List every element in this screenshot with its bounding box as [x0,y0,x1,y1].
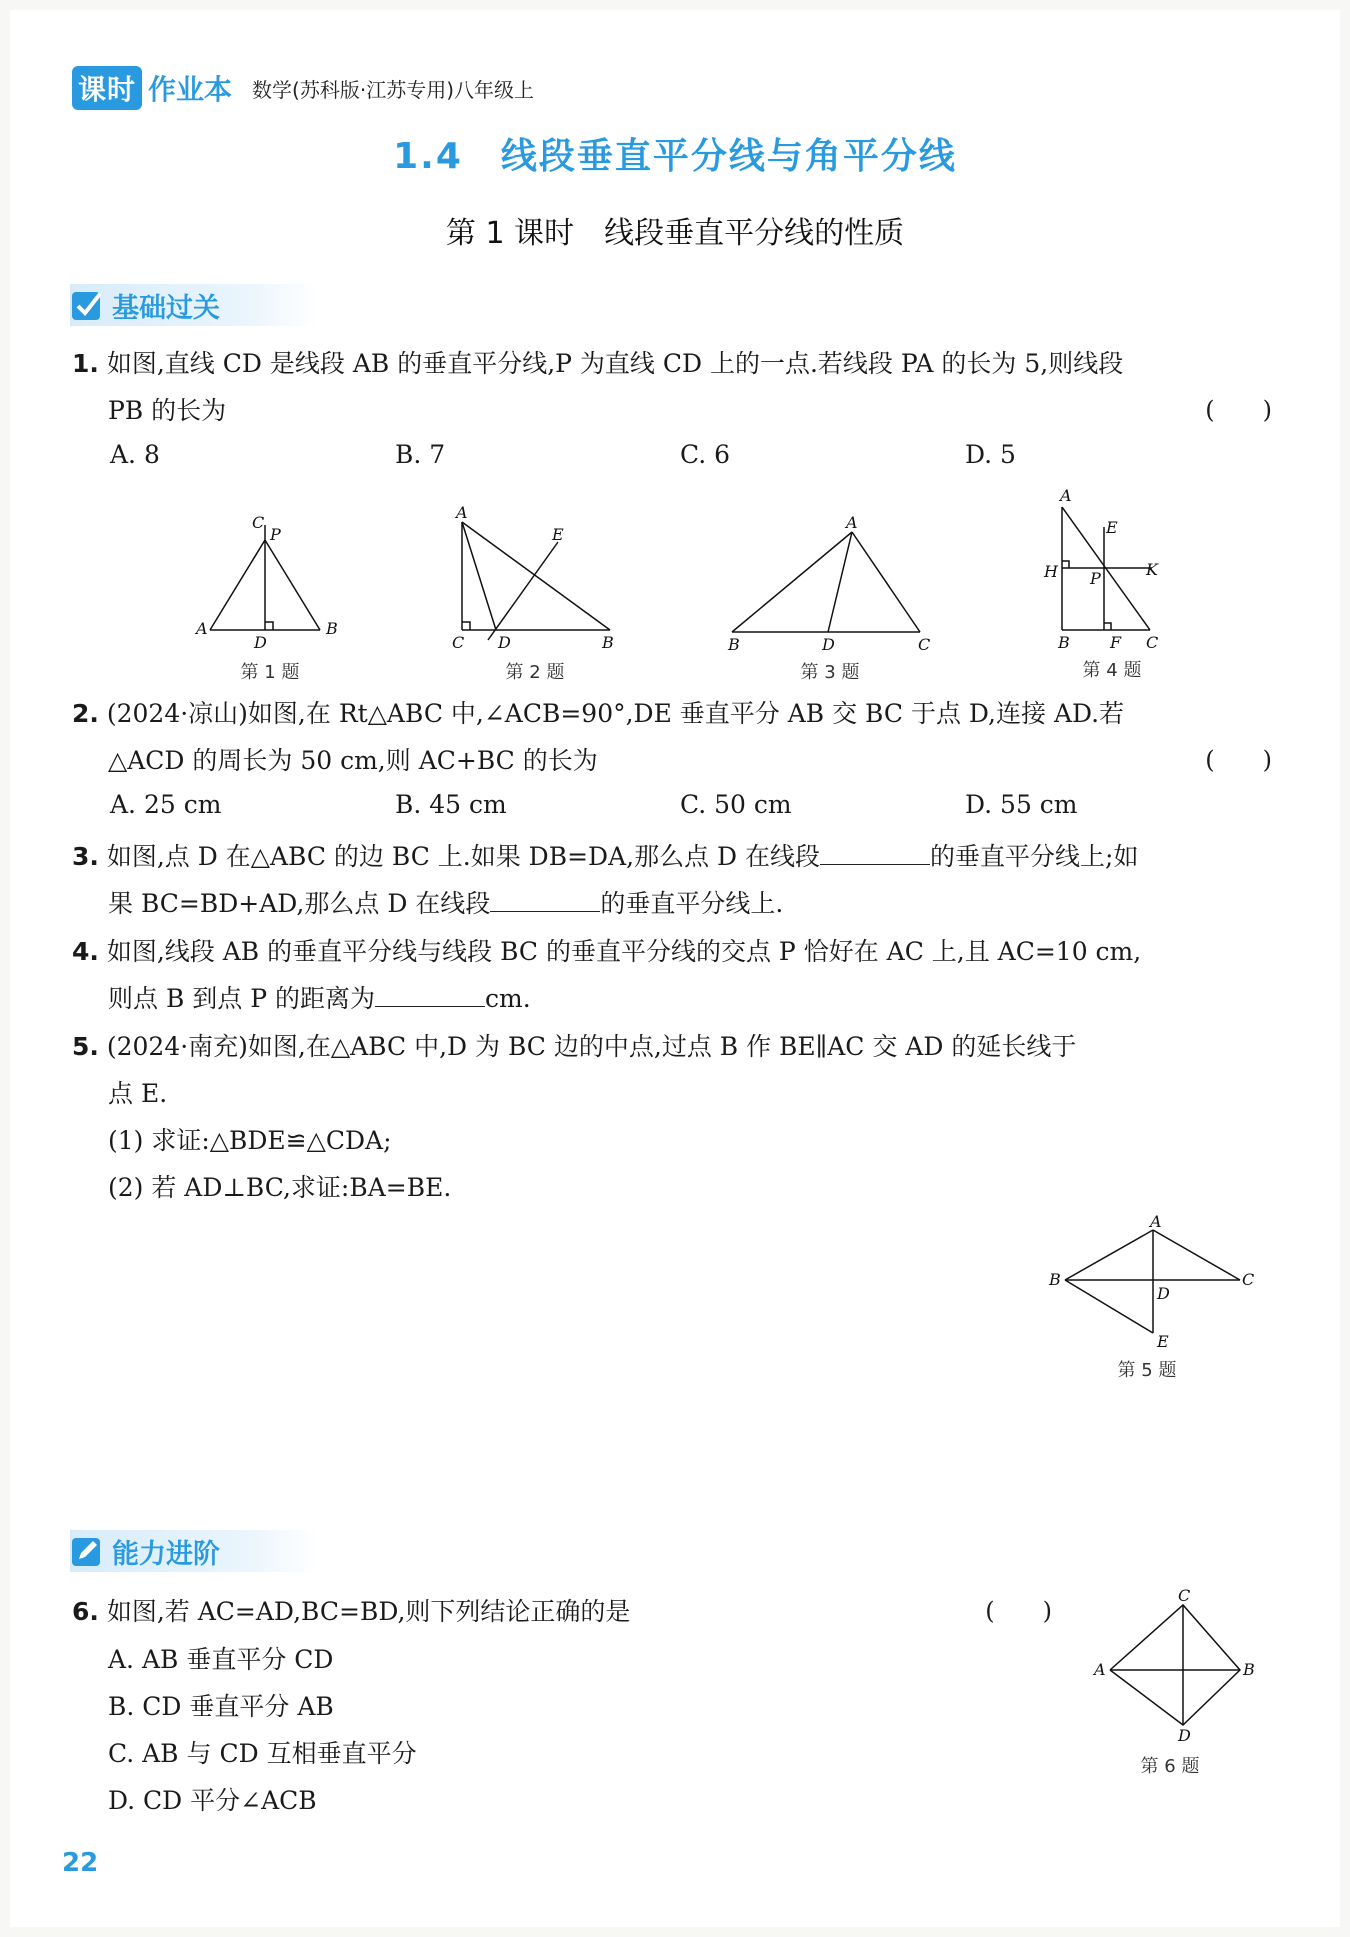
page-number: 22 [62,1848,99,1878]
svg-text:C: C [1146,633,1159,652]
figure-3 [720,510,940,660]
q1-option-c[interactable]: C. 6 [680,440,731,469]
svg-text:E: E [552,525,564,544]
question-3: 3. 如图,点 D 在△ABC 的边 BC 上.如果 DB=DA,那么点 D 在线段 的垂直平分线上;如 果 BC=BD+AD,那么点 D 在线段 的垂直平分线上. [72,833,1272,927]
figure-4-caption: 第 4 题 [1082,660,1142,681]
svg-text:A: A [1094,1660,1106,1679]
q2-option-b[interactable]: B. 45 cm [395,790,507,819]
q3-blank-1[interactable] [820,838,930,865]
figure-5 [1035,1215,1255,1355]
svg-text:A: A [846,513,858,532]
banner-advanced-label: 能力进阶 [112,1538,220,1570]
svg-text:D: D [498,633,511,652]
banner-basic [70,284,320,326]
svg-text:C: C [1242,1270,1255,1289]
svg-text:C: C [918,635,931,654]
svg-text:B: B [326,619,338,638]
svg-text:F: F [1110,633,1122,652]
q1-option-d[interactable]: D. 5 [965,440,1016,469]
svg-text:B: B [1243,1660,1255,1679]
svg-text:B: B [1049,1270,1061,1289]
question-6: 6. 如图,若 AC=AD,BC=BD,则下列结论正确的是 ( ) [72,1588,1052,1635]
q6-option-c[interactable]: C. AB 与 CD 互相垂直平分 [108,1739,417,1768]
figure-5-caption: 第 5 题 [1117,1360,1177,1381]
svg-text:A: A [456,503,468,522]
q3-blank-2[interactable] [490,885,600,912]
svg-text:E: E [1106,518,1118,537]
section-title: 1.4 线段垂直平分线与角平分线 [393,136,957,177]
question-1: 1. 如图,直线 CD 是线段 AB 的垂直平分线,P 为直线 CD 上的一点.若线段 PA 的长为 5,则线段 PB 的长为 ( ) [72,340,1272,434]
subject-label: 数学(苏科版·江苏专用)八年级上 [252,77,534,102]
header [72,70,534,106]
q1-option-b[interactable]: B. 7 [395,440,446,469]
banner-basic-label: 基础过关 [112,292,220,324]
lesson-title: 第 1 课时 线段垂直平分线的性质 [445,216,905,251]
figure-1-caption: 第 1 题 [240,662,300,683]
q5-sub1: (1) 求证:△BDE≌△CDA; [108,1126,392,1155]
q2-option-c[interactable]: C. 50 cm [680,790,792,819]
pencil-icon [70,1534,104,1568]
svg-text:E: E [1157,1332,1169,1351]
svg-text:C: C [252,513,265,532]
q1-paren: ( ) [1205,396,1272,424]
svg-text:B: B [602,633,614,652]
question-5: 5. (2024·南充)如图,在△ABC 中,D 为 BC 边的中点,过点 B 作 BE∥AC 交 AD 的延长线于 点 E. (1) 求证:△BDE≌△CDA; (2) 若 AD⊥BC,求证:BA=BE. [72,1032,1077,1202]
figure-2 [440,500,630,670]
q6-option-a[interactable]: A. AB 垂直平分 CD [108,1645,334,1674]
q6-stem: 如图,若 AC=AD,BC=BD,则下列结论正确的是 [106,1597,631,1626]
q1-line1: 如图,直线 CD 是线段 AB 的垂直平分线,P 为直线 CD 上的一点.若线段 PA 的长为 5,则线段 [106,349,1124,378]
svg-text:B: B [728,635,740,654]
logo-text: 作业本 [148,73,233,106]
checkbox-icon [70,288,104,322]
banner-advanced [70,1530,320,1572]
svg-text:B: B [1058,633,1070,652]
q6-option-d[interactable]: D. CD 平分∠ACB [108,1786,317,1815]
svg-text:C: C [1178,1586,1191,1605]
svg-text:P: P [270,525,281,544]
figure-6 [1080,1585,1260,1745]
question-2: 2. (2024·凉山)如图,在 Rt△ABC 中,∠ACB=90°,DE 垂直平分 AB 交 BC 于点 D,连接 AD.若 △ACD 的周长为 50 cm,则 AC+BC 的长为 ( ) [72,690,1272,784]
q6-options [108,1636,417,1824]
svg-text:D: D [1178,1726,1191,1745]
q6-option-b[interactable]: B. CD 垂直平分 AB [108,1692,334,1721]
svg-text:P: P [1090,569,1101,588]
svg-text:K: K [1146,560,1158,579]
q4-blank[interactable] [375,980,485,1007]
q2-paren: ( ) [1205,746,1272,774]
q2-line1: (2024·凉山)如图,在 Rt△ABC 中,∠ACB=90°,DE 垂直平分 AB 交 BC 于点 D,连接 AD.若 [106,699,1125,728]
svg-text:D: D [1157,1284,1170,1303]
figure-1 [180,500,360,670]
svg-text:D: D [254,633,267,652]
svg-text:D: D [822,635,835,654]
logo-box: 课时 [72,66,142,110]
q2-options [110,790,1210,819]
q2-line2: △ACD 的周长为 50 cm,则 AC+BC 的长为 [108,746,598,775]
q5-sub2: (2) 若 AD⊥BC,求证:BA=BE. [108,1173,452,1202]
figure-3-caption: 第 3 题 [800,662,860,683]
q2-option-a[interactable]: A. 25 cm [110,790,222,819]
q6-paren: ( ) [985,1597,1052,1625]
q1-options [110,440,1210,469]
svg-text:A: A [1150,1215,1162,1231]
figure-4 [1020,485,1200,660]
q1-option-a[interactable]: A. 8 [110,440,160,469]
svg-text:H: H [1044,562,1058,581]
figure-2-caption: 第 2 题 [505,662,565,683]
q2-option-d[interactable]: D. 55 cm [965,790,1078,819]
q1-line2: PB 的长为 [108,396,227,425]
figure-6-caption: 第 6 题 [1140,1756,1200,1777]
svg-text:C: C [452,633,465,652]
question-4: 4. 如图,线段 AB 的垂直平分线与线段 BC 的垂直平分线的交点 P 恰好在 AC 上,且 AC=10 cm, 则点 B 到点 P 的距离为 cm. [72,937,1142,1013]
svg-text:A: A [1060,486,1072,505]
svg-text:A: A [196,619,208,638]
